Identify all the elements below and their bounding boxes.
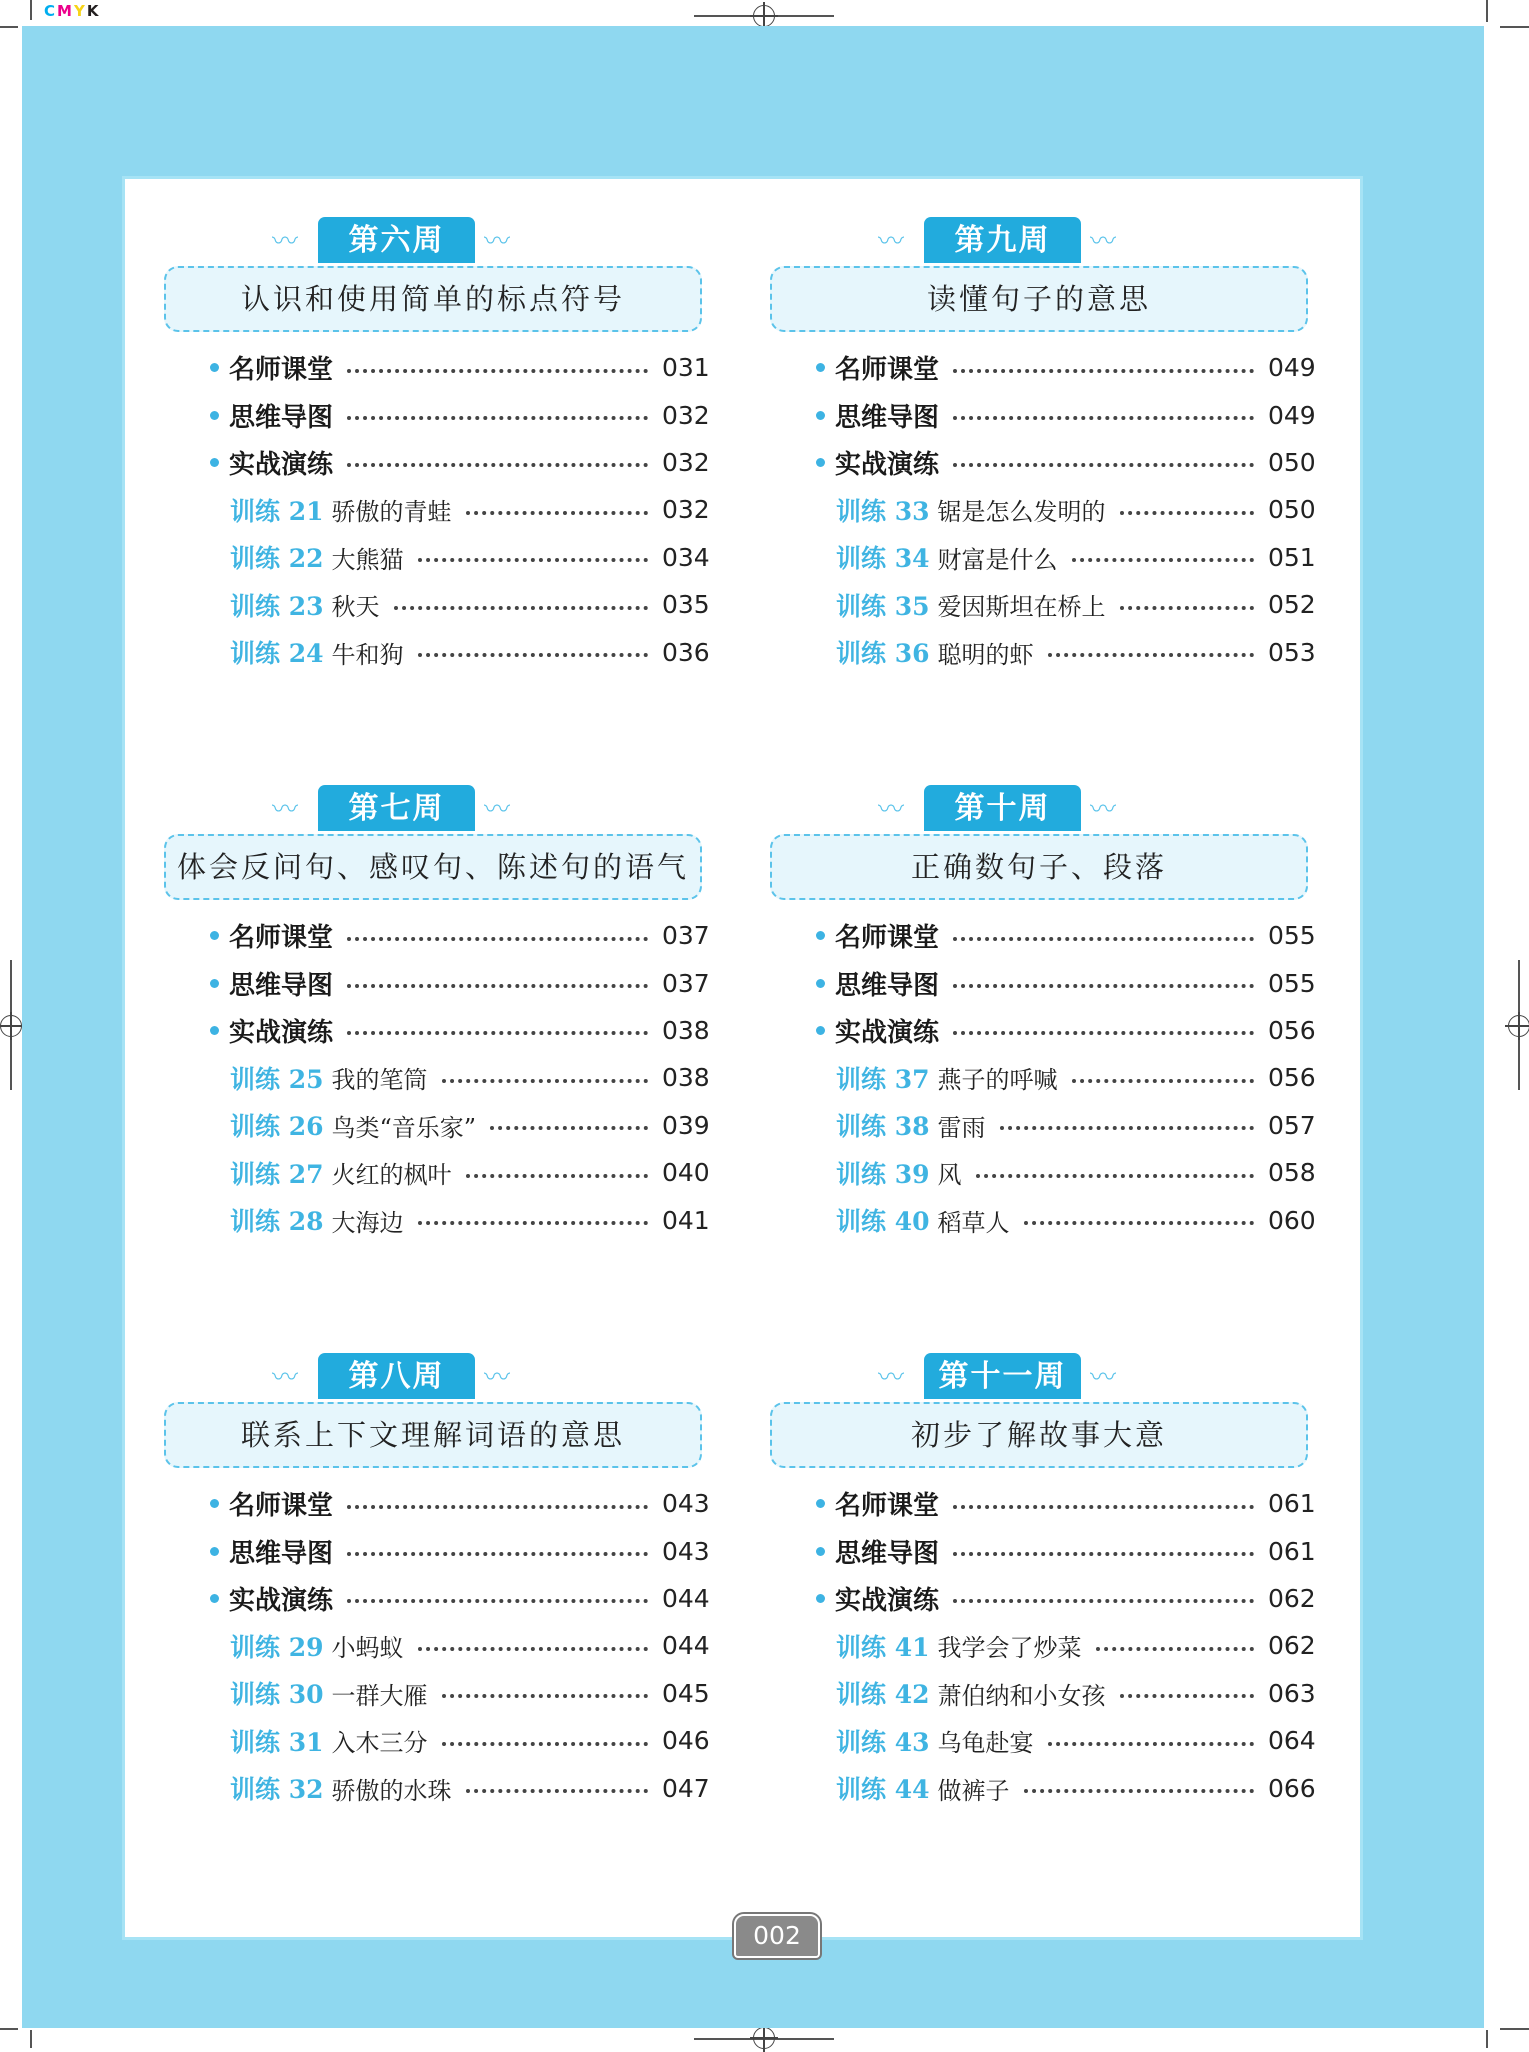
training-title: 鸟类“音乐家” xyxy=(331,1113,477,1142)
entry-page-number: 056 xyxy=(1268,1015,1316,1045)
dot-leader xyxy=(418,653,649,657)
swirl-ornament-icon: 〰 xyxy=(878,227,905,257)
entry-page-number: 039 xyxy=(662,1110,710,1140)
dot-leader xyxy=(1048,653,1255,657)
training-title: 乌龟赴宴 xyxy=(937,1729,1034,1758)
training-title: 爱因斯坦在桥上 xyxy=(937,593,1106,622)
dot-leader xyxy=(953,1031,1254,1035)
training-title: 小蚂蚁 xyxy=(331,1634,404,1663)
dot-leader xyxy=(347,369,648,373)
training-entry[interactable] xyxy=(184,1717,708,1764)
entry-label: 思维导图 xyxy=(835,970,940,1001)
week-section xyxy=(122,1320,710,1820)
dot-leader xyxy=(1024,1221,1255,1225)
contents-entry[interactable] xyxy=(790,1527,1314,1574)
dot-leader xyxy=(442,1079,649,1083)
bullet-dot-icon xyxy=(816,931,825,940)
swirl-ornament-icon: 〰 xyxy=(878,795,905,825)
entry-label: 名师课堂 xyxy=(229,355,334,386)
training-entry[interactable] xyxy=(184,1149,708,1196)
week-badge: 第十一周 xyxy=(924,1353,1081,1399)
dot-leader xyxy=(1072,1079,1255,1083)
training-title: 风 xyxy=(937,1161,962,1190)
cmyk-m: M xyxy=(57,2,74,20)
training-entry[interactable] xyxy=(790,1717,1314,1764)
entry-page-number: 051 xyxy=(1268,542,1316,572)
dot-leader xyxy=(466,511,649,515)
training-number: 训练 40 xyxy=(836,1207,930,1237)
entry-page-number: 061 xyxy=(1268,1536,1316,1566)
entry-page-number: 050 xyxy=(1268,495,1316,525)
training-title: 牛和狗 xyxy=(331,640,404,669)
training-number: 训练 43 xyxy=(836,1727,930,1757)
contents-entry[interactable] xyxy=(790,1575,1314,1622)
training-entry[interactable] xyxy=(184,581,708,628)
training-entry[interactable] xyxy=(790,1102,1314,1149)
registration-mark-left xyxy=(0,1015,22,1037)
training-number: 训练 23 xyxy=(230,591,324,621)
bullet-dot-icon xyxy=(210,1594,219,1603)
training-number: 训练 28 xyxy=(230,1207,324,1237)
entry-page-number: 064 xyxy=(1268,1726,1316,1756)
training-number: 训练 42 xyxy=(836,1680,930,1710)
training-title: 聪明的虾 xyxy=(937,640,1034,669)
crop-mark xyxy=(30,2030,32,2048)
training-title: 一群大雁 xyxy=(331,1681,428,1710)
crop-mark xyxy=(0,26,18,28)
training-number: 训练 36 xyxy=(836,639,930,669)
training-entry[interactable] xyxy=(790,486,1314,533)
swirl-ornament-icon: 〰 xyxy=(272,795,299,825)
contents-entry[interactable] xyxy=(184,344,708,391)
training-number: 训练 37 xyxy=(836,1064,930,1094)
training-entry[interactable] xyxy=(184,628,708,675)
dot-leader xyxy=(953,416,1254,420)
training-title: 秋天 xyxy=(331,593,380,622)
training-number: 训练 31 xyxy=(230,1727,324,1757)
entry-page-number: 061 xyxy=(1268,1489,1316,1519)
entry-label: 名师课堂 xyxy=(229,1491,334,1522)
bullet-dot-icon xyxy=(816,1026,825,1035)
training-entry[interactable] xyxy=(790,1622,1314,1669)
entry-label: 实战演练 xyxy=(835,1585,940,1616)
contents-entry[interactable] xyxy=(184,1007,708,1054)
entry-page-number: 036 xyxy=(662,637,710,667)
bullet-dot-icon xyxy=(816,1499,825,1508)
topic-title: 正确数句子、段落 xyxy=(770,834,1308,900)
topic-title: 联系上下文理解词语的意思 xyxy=(164,1402,702,1468)
dot-leader xyxy=(347,463,648,467)
training-entry[interactable] xyxy=(790,1670,1314,1717)
training-number: 训练 32 xyxy=(230,1775,324,1805)
cmyk-k: K xyxy=(86,2,101,20)
dot-leader xyxy=(1000,1126,1255,1130)
entry-page-number: 053 xyxy=(1268,637,1316,667)
training-number: 训练 26 xyxy=(230,1112,324,1142)
dot-leader xyxy=(953,1505,1254,1509)
training-entry[interactable] xyxy=(790,628,1314,675)
entry-label: 思维导图 xyxy=(229,402,334,433)
contents-entry[interactable] xyxy=(790,959,1314,1006)
training-entry[interactable] xyxy=(184,1670,708,1717)
training-entry[interactable] xyxy=(790,534,1314,581)
training-entry[interactable] xyxy=(184,534,708,581)
entry-page-number: 060 xyxy=(1268,1205,1316,1235)
entry-page-number: 031 xyxy=(662,353,710,383)
bullet-dot-icon xyxy=(210,931,219,940)
cmyk-y: Y xyxy=(73,2,87,20)
training-title: 大熊猫 xyxy=(331,545,404,574)
entry-label: 名师课堂 xyxy=(835,923,940,954)
training-entry[interactable] xyxy=(184,1054,708,1101)
entry-page-number: 047 xyxy=(662,1773,710,1803)
training-number: 训练 39 xyxy=(836,1159,930,1189)
training-title: 我的笔筒 xyxy=(331,1066,428,1095)
entry-label: 实战演练 xyxy=(835,1017,940,1048)
entry-page-number: 050 xyxy=(1268,447,1316,477)
week-section xyxy=(728,184,1316,684)
entry-page-number: 038 xyxy=(662,1015,710,1045)
entry-label: 思维导图 xyxy=(835,402,940,433)
dot-leader xyxy=(347,1031,648,1035)
entry-label: 名师课堂 xyxy=(835,355,940,386)
crop-mark xyxy=(30,0,32,20)
contents-list xyxy=(184,1480,708,1812)
dot-leader xyxy=(953,984,1254,988)
entry-page-number: 046 xyxy=(662,1726,710,1756)
training-entry[interactable] xyxy=(790,1054,1314,1101)
entry-page-number: 049 xyxy=(1268,400,1316,430)
contents-list xyxy=(790,1480,1314,1812)
entry-page-number: 055 xyxy=(1268,968,1316,998)
dot-leader xyxy=(953,1599,1254,1603)
topic-title: 初步了解故事大意 xyxy=(770,1402,1308,1468)
training-number: 训练 27 xyxy=(230,1159,324,1189)
week-badge: 第八周 xyxy=(318,1353,475,1399)
contents-entry[interactable] xyxy=(790,1480,1314,1527)
entry-label: 名师课堂 xyxy=(835,1491,940,1522)
bullet-dot-icon xyxy=(210,1499,219,1508)
training-number: 训练 30 xyxy=(230,1680,324,1710)
swirl-ornament-icon: 〰 xyxy=(484,795,511,825)
bullet-dot-icon xyxy=(210,411,219,420)
training-title: 锯是怎么发明的 xyxy=(937,498,1106,527)
cmyk-c: C xyxy=(44,2,58,20)
dot-leader xyxy=(418,1647,649,1651)
contents-entry[interactable] xyxy=(184,1575,708,1622)
bullet-dot-icon xyxy=(816,1547,825,1556)
training-number: 训练 29 xyxy=(230,1632,324,1662)
dot-leader xyxy=(953,463,1254,467)
entry-page-number: 037 xyxy=(662,921,710,951)
crop-mark xyxy=(0,2028,18,2030)
topic-title: 体会反问句、感叹句、陈述句的语气 xyxy=(164,834,702,900)
dot-leader xyxy=(418,558,649,562)
training-number: 训练 21 xyxy=(230,496,324,526)
entry-label: 思维导图 xyxy=(229,1538,334,1569)
dot-leader xyxy=(347,1505,648,1509)
dot-leader xyxy=(347,1552,648,1556)
training-number: 训练 38 xyxy=(836,1112,930,1142)
swirl-ornament-icon: 〰 xyxy=(878,1363,905,1393)
training-entry[interactable] xyxy=(184,1622,708,1669)
entry-page-number: 062 xyxy=(1268,1583,1316,1613)
training-title: 做裤子 xyxy=(937,1776,1010,1805)
contents-entry[interactable] xyxy=(184,439,708,486)
swirl-ornament-icon: 〰 xyxy=(1090,795,1117,825)
contents-entry[interactable] xyxy=(184,391,708,438)
dot-leader xyxy=(1096,1647,1255,1651)
week-badge: 第六周 xyxy=(318,217,475,263)
entry-page-number: 055 xyxy=(1268,921,1316,951)
entry-label: 实战演练 xyxy=(229,449,334,480)
training-title: 雷雨 xyxy=(937,1113,986,1142)
entry-page-number: 062 xyxy=(1268,1631,1316,1661)
crop-mark xyxy=(1486,2030,1488,2048)
training-title: 骄傲的水珠 xyxy=(331,1776,452,1805)
training-title: 大海边 xyxy=(331,1208,404,1237)
dot-leader xyxy=(442,1694,649,1698)
swirl-ornament-icon: 〰 xyxy=(484,227,511,257)
dot-leader xyxy=(466,1174,649,1178)
contents-entry[interactable] xyxy=(184,912,708,959)
entry-label: 名师课堂 xyxy=(229,923,334,954)
cmyk-color-bar xyxy=(44,2,100,20)
entry-page-number: 044 xyxy=(662,1631,710,1661)
training-entry[interactable] xyxy=(790,1196,1314,1243)
training-title: 萧伯纳和小女孩 xyxy=(937,1681,1106,1710)
dot-leader xyxy=(976,1174,1255,1178)
dot-leader xyxy=(394,606,649,610)
week-section xyxy=(122,752,710,1252)
week-badge: 第九周 xyxy=(924,217,1081,263)
entry-page-number: 066 xyxy=(1268,1773,1316,1803)
training-entry[interactable] xyxy=(184,1196,708,1243)
entry-page-number: 041 xyxy=(662,1205,710,1235)
training-number: 训练 33 xyxy=(836,496,930,526)
topic-title: 认识和使用简单的标点符号 xyxy=(164,266,702,332)
page-number: 002 xyxy=(734,1914,820,1958)
week-badge: 第十周 xyxy=(924,785,1081,831)
entry-page-number: 037 xyxy=(662,968,710,998)
swirl-ornament-icon: 〰 xyxy=(484,1363,511,1393)
training-title: 燕子的呼喊 xyxy=(937,1066,1058,1095)
bullet-dot-icon xyxy=(210,979,219,988)
dot-leader xyxy=(1024,1789,1255,1793)
entry-label: 思维导图 xyxy=(229,970,334,1001)
bullet-dot-icon xyxy=(816,411,825,420)
training-number: 训练 35 xyxy=(836,591,930,621)
week-badge: 第七周 xyxy=(318,785,475,831)
entry-page-number: 043 xyxy=(662,1536,710,1566)
training-number: 训练 22 xyxy=(230,544,324,574)
swirl-ornament-icon: 〰 xyxy=(1090,227,1117,257)
dot-leader xyxy=(442,1742,649,1746)
dot-leader xyxy=(1120,1694,1255,1698)
entry-label: 实战演练 xyxy=(835,449,940,480)
dot-leader xyxy=(1048,1742,1255,1746)
training-title: 火红的枫叶 xyxy=(331,1161,452,1190)
entry-page-number: 056 xyxy=(1268,1063,1316,1093)
bullet-dot-icon xyxy=(816,363,825,372)
bullet-dot-icon xyxy=(210,458,219,467)
contents-entry[interactable] xyxy=(790,1007,1314,1054)
contents-list xyxy=(184,344,708,676)
training-number: 训练 24 xyxy=(230,639,324,669)
entry-page-number: 049 xyxy=(1268,353,1316,383)
bullet-dot-icon xyxy=(210,363,219,372)
dot-leader xyxy=(953,937,1254,941)
entry-page-number: 057 xyxy=(1268,1110,1316,1140)
entry-page-number: 063 xyxy=(1268,1678,1316,1708)
entry-page-number: 034 xyxy=(662,542,710,572)
swirl-ornament-icon: 〰 xyxy=(272,1363,299,1393)
topic-title: 读懂句子的意思 xyxy=(770,266,1308,332)
contents-entry[interactable] xyxy=(184,959,708,1006)
entry-page-number: 040 xyxy=(662,1158,710,1188)
training-entry[interactable] xyxy=(184,1764,708,1811)
bullet-dot-icon xyxy=(816,1594,825,1603)
entry-label: 实战演练 xyxy=(229,1017,334,1048)
training-number: 训练 25 xyxy=(230,1064,324,1094)
dot-leader xyxy=(418,1221,649,1225)
training-entry[interactable] xyxy=(184,1102,708,1149)
entry-label: 实战演练 xyxy=(229,1585,334,1616)
contents-entry[interactable] xyxy=(790,344,1314,391)
dot-leader xyxy=(953,369,1254,373)
dot-leader xyxy=(490,1126,648,1130)
contents-entry[interactable] xyxy=(790,439,1314,486)
crop-mark xyxy=(1500,26,1529,28)
dot-leader xyxy=(347,937,648,941)
training-number: 训练 44 xyxy=(836,1775,930,1805)
dot-leader xyxy=(466,1789,649,1793)
contents-list xyxy=(184,912,708,1244)
contents-entry[interactable] xyxy=(184,1480,708,1527)
dot-leader xyxy=(347,984,648,988)
registration-mark-right xyxy=(1508,1015,1529,1037)
training-entry[interactable] xyxy=(184,486,708,533)
contents-entry[interactable] xyxy=(184,1527,708,1574)
training-title: 我学会了炒菜 xyxy=(937,1634,1082,1663)
contents-list xyxy=(790,912,1314,1244)
entry-page-number: 043 xyxy=(662,1489,710,1519)
swirl-ornament-icon: 〰 xyxy=(1090,1363,1117,1393)
training-number: 训练 34 xyxy=(836,544,930,574)
entry-page-number: 032 xyxy=(662,495,710,525)
crop-mark xyxy=(1500,2028,1529,2030)
contents-list xyxy=(790,344,1314,676)
registration-mark-top xyxy=(753,5,775,27)
entry-page-number: 032 xyxy=(662,447,710,477)
dot-leader xyxy=(1072,558,1255,562)
training-number: 训练 41 xyxy=(836,1632,930,1662)
entry-label: 思维导图 xyxy=(835,1538,940,1569)
bullet-dot-icon xyxy=(210,1026,219,1035)
bullet-dot-icon xyxy=(210,1547,219,1556)
dot-leader xyxy=(347,416,648,420)
dot-leader xyxy=(953,1552,1254,1556)
registration-mark-bottom xyxy=(753,2027,775,2049)
entry-page-number: 052 xyxy=(1268,590,1316,620)
training-entry[interactable] xyxy=(790,581,1314,628)
bullet-dot-icon xyxy=(816,458,825,467)
entry-page-number: 044 xyxy=(662,1583,710,1613)
week-section xyxy=(728,752,1316,1252)
bullet-dot-icon xyxy=(816,979,825,988)
contents-entry[interactable] xyxy=(790,912,1314,959)
entry-page-number: 035 xyxy=(662,590,710,620)
training-title: 骄傲的青蛙 xyxy=(331,498,452,527)
dot-leader xyxy=(1120,606,1255,610)
dot-leader xyxy=(347,1599,648,1603)
training-entry[interactable] xyxy=(790,1764,1314,1811)
entry-page-number: 045 xyxy=(662,1678,710,1708)
entry-page-number: 058 xyxy=(1268,1158,1316,1188)
week-section xyxy=(728,1320,1316,1820)
contents-entry[interactable] xyxy=(790,391,1314,438)
training-title: 稻草人 xyxy=(937,1208,1010,1237)
dot-leader xyxy=(1120,511,1255,515)
training-title: 入木三分 xyxy=(331,1729,428,1758)
entry-page-number: 038 xyxy=(662,1063,710,1093)
entry-page-number: 032 xyxy=(662,400,710,430)
training-title: 财富是什么 xyxy=(937,545,1058,574)
swirl-ornament-icon: 〰 xyxy=(272,227,299,257)
week-section xyxy=(122,184,710,684)
training-entry[interactable] xyxy=(790,1149,1314,1196)
crop-mark xyxy=(1486,0,1488,22)
